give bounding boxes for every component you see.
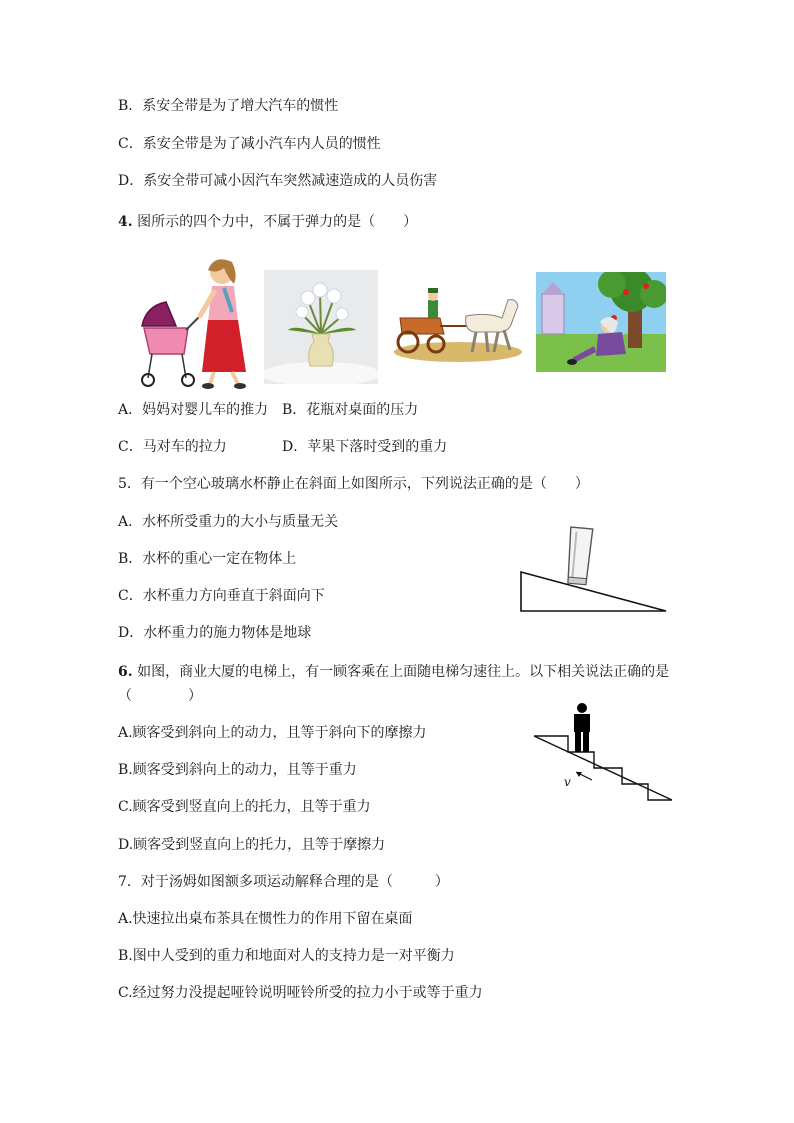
q4-option-c: C．马对车的拉力: [118, 439, 227, 455]
glass-on-incline-diagram: [518, 520, 670, 614]
q6-option-c: C.顾客受到竖直向上的托力，且等于重力: [118, 799, 371, 815]
q7-option-c: C.经过努力没提起哑铃说明哑铃所受的拉力小于或等于重力: [118, 985, 483, 1001]
q7-option-a: A.快速拉出桌布茶具在惯性力的作用下留在桌面: [118, 911, 413, 927]
vase-on-table-photo: [264, 270, 378, 384]
q5-stem: 5．有一个空心玻璃水杯静止在斜面上如图所示，下列说法正确的是（ ）: [118, 476, 589, 492]
q6-stem-text: 如图，商业大厦的电梯上，有一顾客乘在上面随电梯匀速往上。以下相关说法正确的是 （ ）: [118, 664, 684, 704]
q6-number: 6.: [118, 664, 133, 680]
q6-option-a: A.顾客受到斜向上的动力，且等于斜向下的摩擦力: [118, 725, 427, 741]
velocity-label: v: [564, 775, 571, 789]
q7-option-b: B.图中人受到的重力和地面对人的支持力是一对平衡力: [118, 948, 455, 964]
mother-stroller-illustration: [136, 256, 252, 390]
q3-option-b: B．系安全带是为了增大汽车的惯性: [118, 98, 339, 114]
q4-stem: [118, 212, 417, 232]
horse-carriage-illustration: [392, 286, 524, 362]
q4-option-d: D．苹果下落时受到的重力: [282, 439, 448, 455]
q4-option-b: B．花瓶对桌面的压力: [282, 402, 419, 418]
q6-option-b: B.顾客受到斜向上的动力，且等于重力: [118, 762, 357, 778]
q3-option-c: C．系安全带是为了减小汽车内人员的惯性: [118, 136, 381, 152]
escalator-diagram: [532, 700, 676, 806]
q5-option-d: D．水杯重力的施力物体是地球: [118, 625, 312, 641]
apple-tree-illustration: [536, 272, 666, 372]
q5-option-a: A．水杯所受重力的大小与质量无关: [118, 514, 339, 530]
q3-option-d: D．系安全带可减小因汽车突然减速造成的人员伤害: [118, 173, 438, 189]
q5-option-b: B．水杯的重心一定在物体上: [118, 551, 297, 567]
q5-option-c: C．水杯重力方向垂直于斜面向下: [118, 588, 325, 604]
q6-option-d: D.顾客受到竖直向上的托力，且等于摩擦力: [118, 837, 386, 853]
q7-stem: 7．对于汤姆如图额多项运动解释合理的是（ ）: [118, 874, 449, 890]
q4-stem-text: 图所示的四个力中，不属于弹力的是（ ）: [137, 214, 418, 230]
q4-option-a: A．妈妈对婴儿车的推力: [118, 402, 269, 418]
q4-number: 4.: [118, 214, 133, 230]
